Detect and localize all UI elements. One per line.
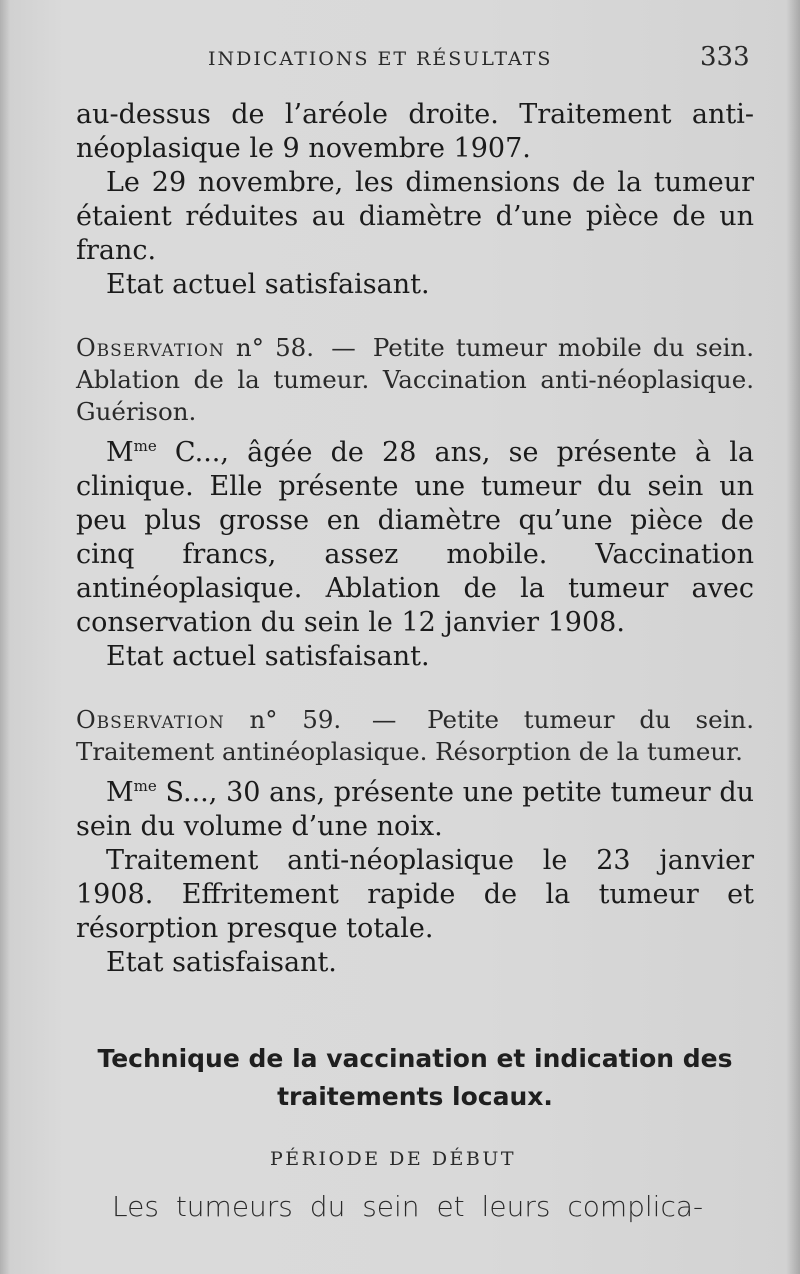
observation-59-paragraph-1	[76, 776, 754, 844]
observation-number: n° 59.	[249, 705, 342, 734]
observation-58-paragraph-1	[76, 436, 754, 640]
running-title: INDICATIONS ET RÉSULTATS	[208, 48, 553, 70]
patient-title: M	[106, 777, 134, 808]
observation-58-text: C..., âgée de 28 ans, se présente à la clinique. Elle présente une tumeur du sein un peu plus grosse en diamètre qu’une pièce de cinq francs, assez mobile. Vaccination antinéoplasique. Ablation de la tumeur avec conservation du sein le 12 janvier 1908.	[76, 437, 754, 638]
observation-59-text: S..., 30 ans, présente une petite tumeur du sein du volume d’une noix.	[76, 777, 754, 842]
observation-59-paragraph-2: Traitement anti-néoplasique le 23 janvier 1908. Effritement rapide de la tumeur et résorption presque totale.	[76, 845, 754, 944]
intro-paragraph-2: Le 29 novembre, les dimensions de la tumeur étaient réduites au diamètre d’une pièce de un franc.	[76, 167, 754, 266]
subsection-title: PÉRIODE DE DÉBUT	[270, 1148, 517, 1170]
observation-dash: —	[371, 705, 397, 734]
gutter-shadow	[0, 0, 10, 1274]
observation-number: n° 58.	[235, 333, 315, 362]
observation-dash: —	[331, 333, 356, 362]
patient-title: M	[106, 437, 134, 468]
observation-summary: Petite tumeur du sein. Traitement antinéoplasique. Résorption de la tumeur.	[76, 705, 754, 766]
page-edge-shadow	[786, 0, 800, 1274]
patient-title-superscript: me	[133, 437, 157, 455]
observation-59-heading	[76, 704, 754, 768]
body-text	[76, 98, 754, 980]
intro-paragraph-3: Etat actuel satisfaisant.	[106, 269, 430, 300]
observation-58-heading	[76, 332, 754, 428]
observation-label: Observation	[76, 334, 225, 362]
section-first-line: Les tumeurs du sein et leurs complica-	[112, 1190, 704, 1223]
intro-paragraph-1: au-dessus de l’aréole droite. Traitement anti-néoplasique le 9 novembre 1907.	[76, 99, 754, 164]
running-head	[0, 42, 800, 78]
observation-58-paragraph-2: Etat actuel satisfaisant.	[106, 641, 430, 672]
observation-59-paragraph-3: Etat satisfaisant.	[106, 947, 337, 978]
observation-label: Observation	[76, 706, 225, 734]
patient-title-superscript: me	[133, 777, 157, 795]
section-title: Technique de la vaccination et indication des traitements locaux.	[97, 1044, 733, 1111]
page-number: 333	[700, 42, 750, 72]
observation-summary: Petite tumeur mobile du sein. Ablation de la tumeur. Vaccination anti-néoplasique. Guérison.	[76, 333, 754, 426]
